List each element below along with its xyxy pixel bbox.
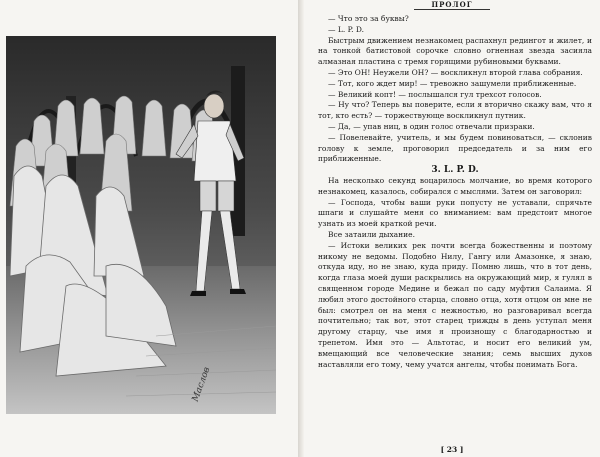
paragraph: — Это ОН! Неужели ОН? — воскликнул второй глава собрания. [328, 67, 583, 77]
engraving-illustration [6, 36, 276, 414]
artist-signature: Маслов [190, 365, 213, 404]
paragraph: — Истоки великих рек почти всегда божественны и поэтому никому не ведомы. Подобно Нилу, Гангу или Амазонке, я знаю, откуда иду, но не знаю, куда приду. Помню лишь, что в тот день, когда глаза моей души раскрылись на окружающий мир, я гулял в священном городе Медине и бежал по саду муфтия Салаима. Я любил этого достойного старца, словно отца, хотя отцом он мне не был: смотрел он на меня с нежностью, но разговаривал всегда почтительно; так вот, этот старец трижды в день уступал меня другому старцу, чье имя я произношу с благодарностью и трепетом. Имя это — Альтотас, и носит его великий ум, вмещающий все человеческие знания; семь высших духов наставляли его тому, чему учатся ангелы, чтобы понимать Бога. [318, 240, 592, 369]
paragraph: — Ну что? Теперь вы поверите, если я вторично скажу вам, что я тот, кто есть? — торжествующе воскликнул путник. [318, 100, 592, 121]
paragraph: — Господа, чтобы ваши руки попусту не уставали, спрячьте шпаги и слушайте меня со вниманием: вам предстоит многое узнать из моей краткой речи. [318, 197, 592, 229]
paragraph: На несколько секунд воцарилось молчание, во время которого незнакомец, казалось, собирался с мыслями. Затем он заговорил: [318, 175, 592, 196]
chapter-title: 3. L. P. D. [431, 165, 479, 176]
body-text [318, 14, 592, 370]
paragraph: Быстрым движением незнакомец распахнул редингот и жилет, и на тонкой батистовой сорочке словно огненная звезда засияла алмазная пластина с тремя горящими рубиновыми буквами. [318, 35, 592, 67]
paragraph: — L. P. D. [328, 24, 365, 34]
right-page [304, 0, 600, 457]
paragraph: — Великий копт! — послышался гул трехсот голосов. [328, 89, 542, 99]
paragraph: — Да, — упав ниц, в один голос отвечали призраки. [328, 121, 535, 131]
page-number: [ 23 ] [440, 445, 464, 454]
paragraph: — Тот, кого ждет мир! — тревожно зашумели приближенные. [328, 78, 577, 88]
hooded-figures-engraving [6, 36, 276, 414]
paragraph: Все затаили дыхание. [328, 229, 415, 239]
running-head-rule [414, 9, 490, 10]
paragraph: — Повелевайте, учитель, и мы будем повиноваться, — склонив голову к земле, проговорил председатель и за ним его приближенные. [318, 132, 592, 164]
running-head: ПРОЛОГ [431, 0, 473, 9]
paragraph: — Что это за буквы? [328, 14, 409, 23]
